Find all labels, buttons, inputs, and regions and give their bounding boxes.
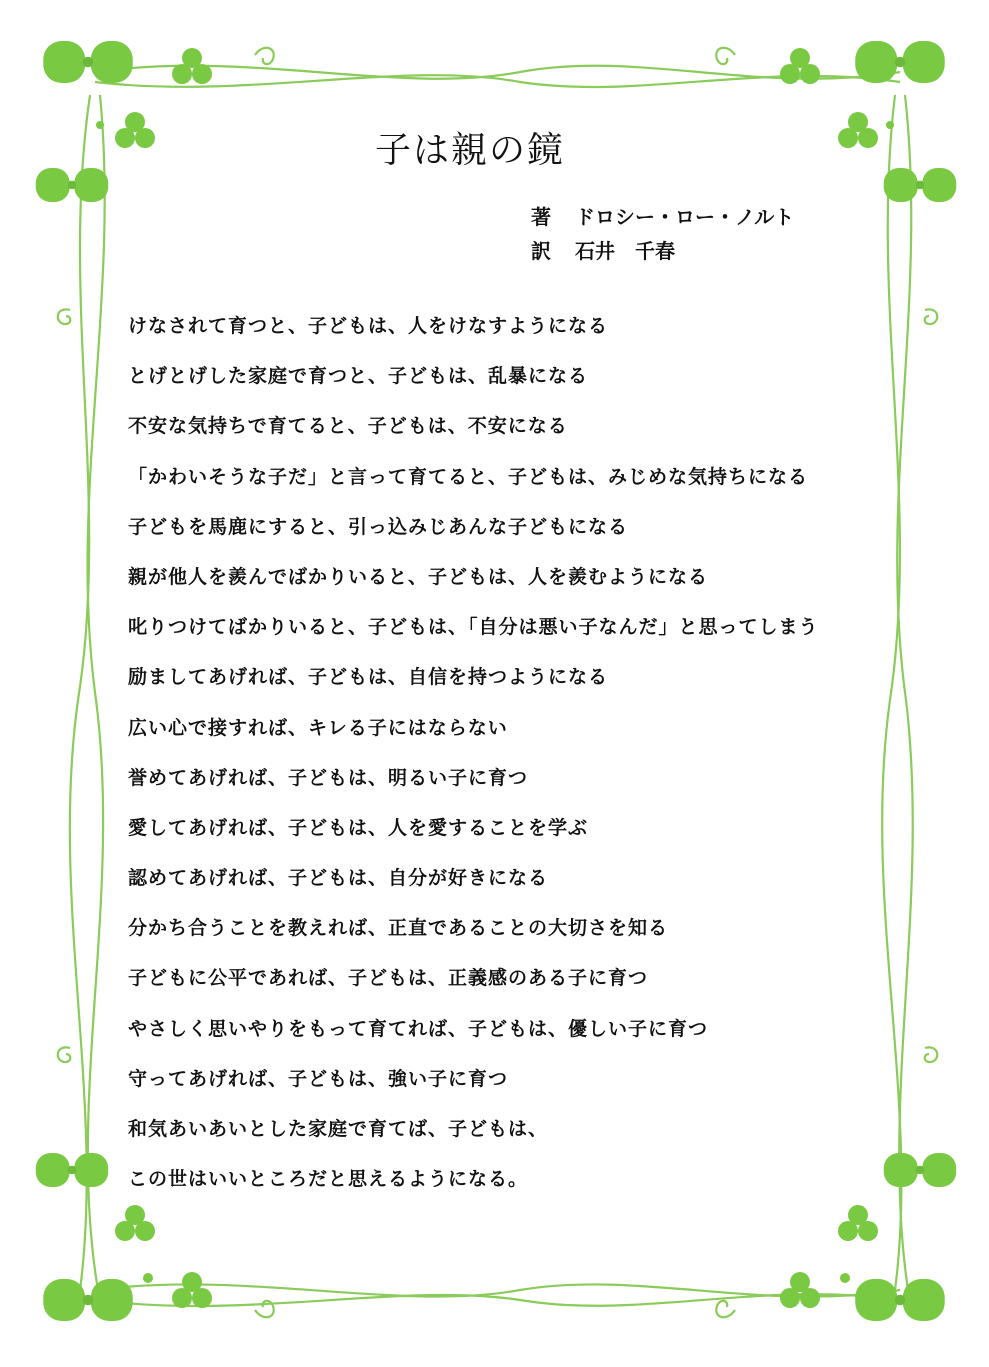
poem-line: 子どもに公平であれば、子どもは、正義感のある子に育つ [128, 967, 649, 990]
poem-line: この世はいいところだと思えるようになる。 [128, 1168, 529, 1191]
credit-author [531, 200, 794, 234]
poem-line: 分かち合うことを教えれば、正直であることの大切さを知る [128, 917, 669, 940]
poem-line: 守ってあげれば、子どもは、強い子に育つ [128, 1067, 509, 1090]
credits [531, 200, 794, 268]
credit-name: ドロシー・ロー・ノルト [575, 205, 795, 229]
poem-line: やさしく思いやりをもって育てれば、子どもは、優しい子に育つ [128, 1017, 709, 1040]
credit-role: 訳 [531, 239, 551, 263]
credit-translator [531, 234, 794, 268]
poem-line: 広い心で接すれば、キレる子にはならない [128, 716, 508, 739]
poem-line: けなされて育つと、子どもは、人をけなすようになる [128, 315, 609, 337]
poem-line: とげとげした家庭で育つと、子どもは、乱暴になる [128, 365, 589, 388]
poem-line: 親が他人を羨んでばかりいると、子どもは、人を羨むようになる [128, 565, 709, 588]
page-title: 子は親の鏡 [374, 130, 565, 171]
poem-line: 叱りつけてばかりいると、子どもは、「自分は悪い子なんだ」と思ってしまう [128, 616, 819, 639]
credit-name: 石井 千春 [575, 239, 675, 263]
poem-line: 認めてあげれば、子どもは、自分が好きになる [128, 867, 549, 890]
poem-line: 和気あいあいとした家庭で育てば、子どもは、 [128, 1118, 549, 1140]
poem-line: 不安な気持ちで育てると、子どもは、不安になる [128, 415, 568, 438]
poem-line: 愛してあげれば、子どもは、人を愛することを学ぶ [128, 816, 589, 839]
credit-role: 著 [531, 205, 551, 229]
poem-line: 励ましてあげれば、子どもは、自信を持つようになる [128, 666, 609, 689]
poem-line: 「かわいそうな子だ」と言って育てると、子どもは、みじめな気持ちになる [128, 465, 809, 488]
poem-line: 子どもを馬鹿にすると、引っ込みじあんな子どもになる [128, 515, 629, 538]
poem-line: 誉めてあげれば、子どもは、明るい子に育つ [128, 766, 529, 789]
poem-body [128, 307, 888, 1210]
